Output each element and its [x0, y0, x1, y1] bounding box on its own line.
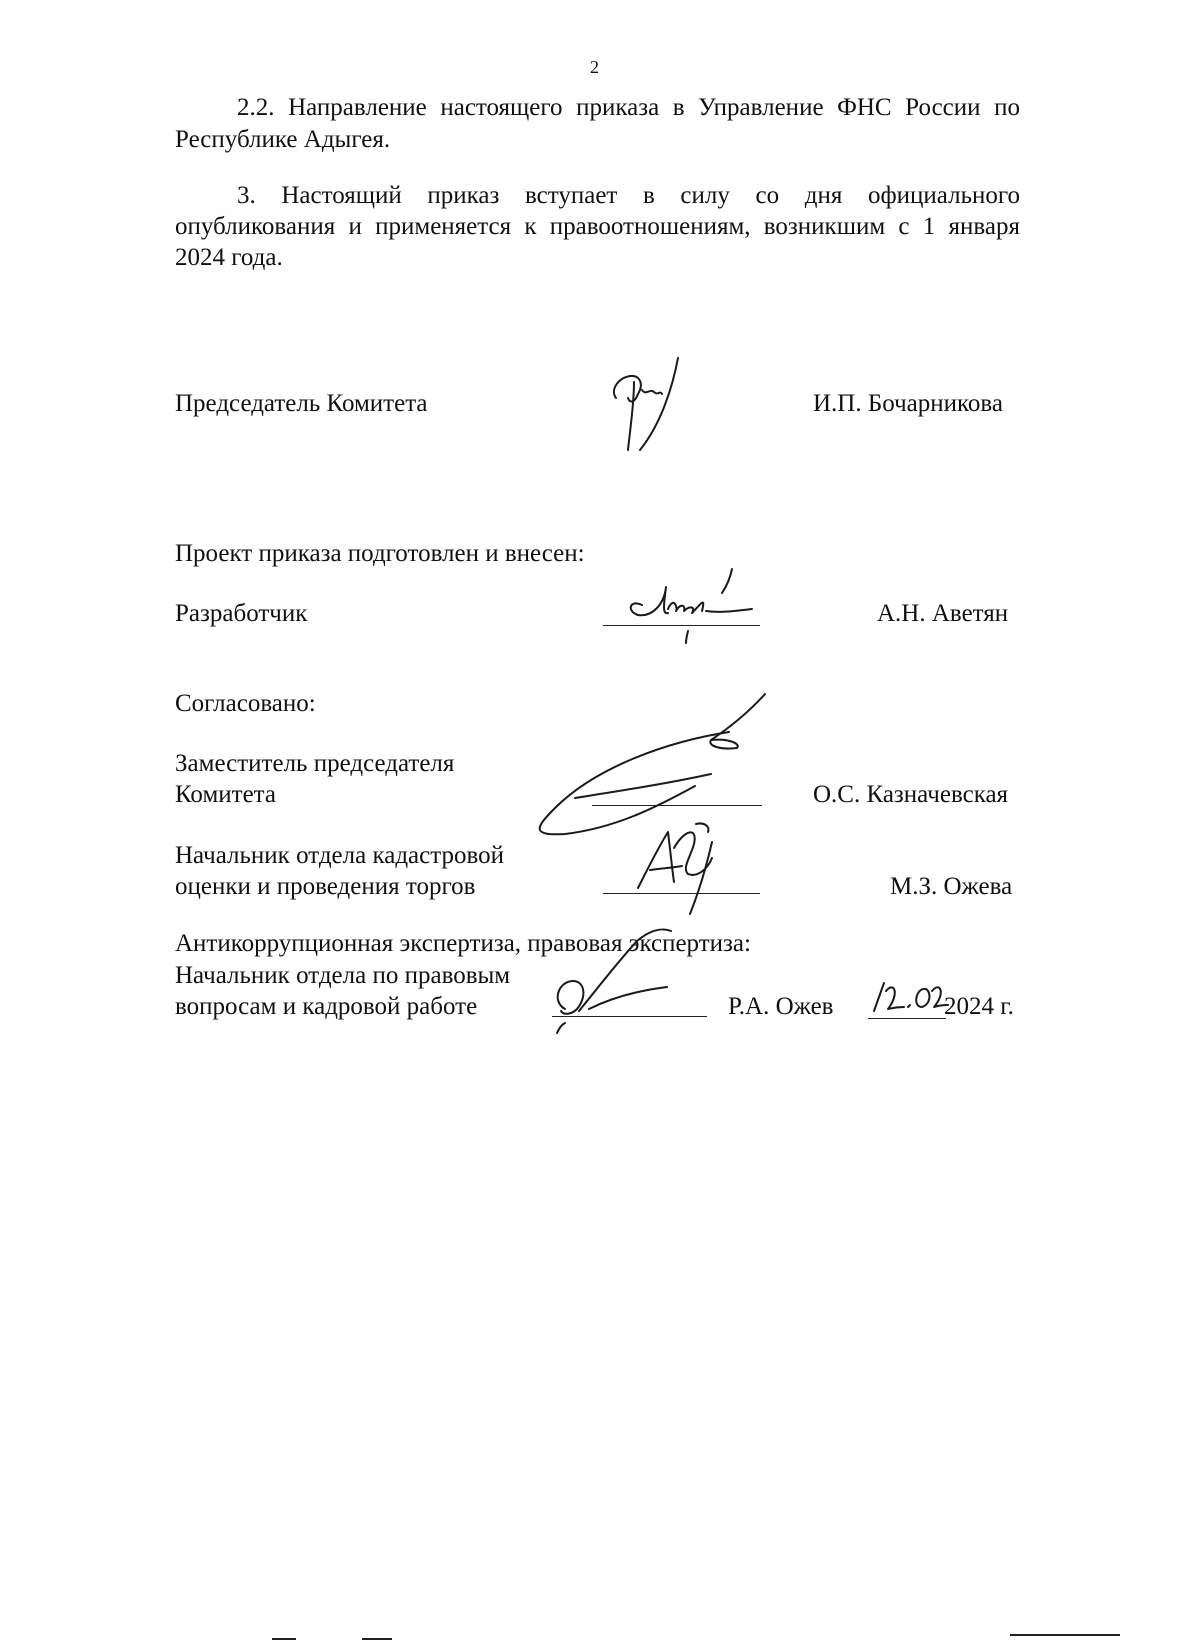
expertise-heading: Антикоррупционная экспертиза, правовая экспертиза:: [175, 930, 751, 957]
agreed-label: Согласовано:: [175, 690, 316, 717]
developer-signature: [612, 565, 762, 645]
expertise-signature: [545, 925, 695, 1040]
chairman-signature: [600, 350, 690, 455]
clause-2-2-line-1: 2.2. Направление настоящего приказа в Управление ФНС России по: [237, 94, 1020, 121]
date-suffix: 2024 г.: [944, 993, 1014, 1020]
developer-name: А.Н. Аветян: [877, 600, 1009, 627]
deputy-position-line-1: Заместитель председателя: [175, 750, 455, 777]
clause-2-2-line-2: Республике Адыгея.: [175, 126, 391, 153]
cadastral-head-position-line-1: Начальник отдела кадастровой: [175, 842, 504, 869]
cadastral-head-signature: [628, 818, 738, 918]
developer-role: Разработчик: [175, 600, 308, 627]
page-number: 2: [590, 57, 599, 77]
clause-3-line-1: 3. Настоящий приказ вступает в силу со дня официального: [237, 182, 1020, 209]
clause-3-line-2: опубликования и применяется к правоотношениям, возникшим с 1 января: [175, 213, 1020, 240]
project-note: Проект приказа подготовлен и внесен:: [175, 540, 585, 567]
clause-3-line-3: 2024 года.: [175, 244, 283, 271]
cadastral-head-position-line-2: оценки и проведения торгов: [175, 873, 476, 900]
expertise-name: Р.А. Ожев: [728, 993, 834, 1020]
cadastral-head-name: М.З. Ожева: [890, 873, 1013, 900]
scan-mark: [1010, 1634, 1120, 1636]
expertise-position-line-1: Начальник отдела по правовым: [175, 962, 511, 989]
handwritten-date: [870, 975, 950, 1020]
deputy-position-line-2: Комитета: [175, 781, 277, 808]
deputy-name: О.С. Казначевская: [813, 781, 1009, 808]
expertise-position-line-2: вопросам и кадровой работе: [175, 993, 478, 1020]
scan-mark: [272, 1638, 296, 1640]
chairman-name: И.П. Бочарникова: [813, 390, 1003, 417]
scan-mark: [362, 1638, 392, 1640]
chairman-position: Председатель Комитета: [175, 390, 428, 417]
